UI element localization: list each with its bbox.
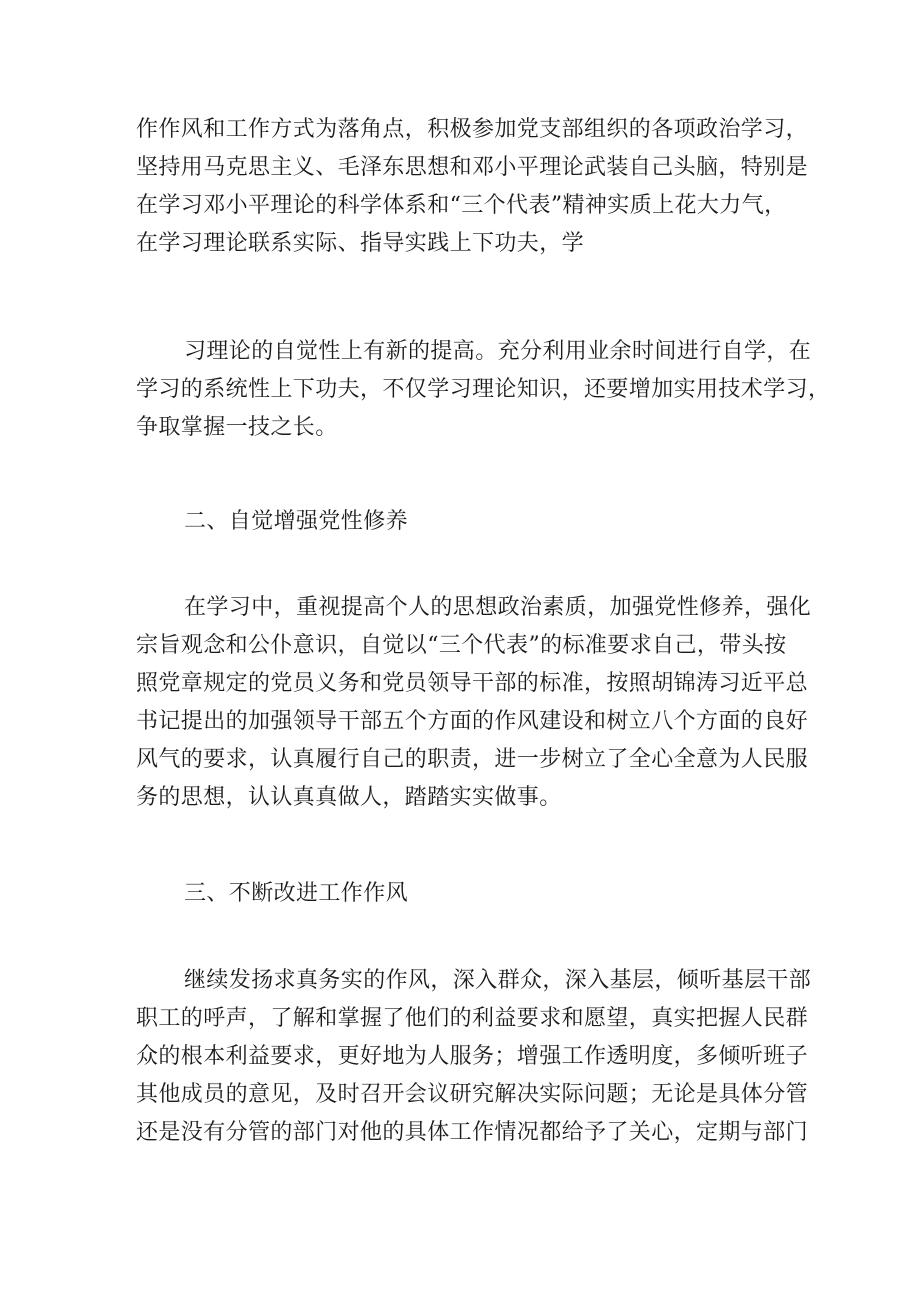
text-line: 职工的呼声，了解和掌握了他们的利益要求和愿望，真实把握人民群 (136, 1006, 809, 1031)
section-heading: 二、自觉增强党性修养 (184, 509, 409, 534)
text-line: 坚持用马克思主义、毛泽东思想和邓小平理论武装自己头脑，特别是 (136, 155, 809, 180)
text-line: 作作风和工作方式为落角点，积极参加党支部组织的各项政治学习， (136, 117, 809, 142)
section-heading: 三、不断改进工作作风 (184, 881, 409, 906)
text-line: 风气的要求，认真履行自己的职责，进一步树立了全心全意为人民服 (136, 747, 809, 772)
text-line: 宗旨观念和公仆意识，自觉以“三个代表”的标准要求自己，带头按 (136, 633, 787, 658)
text-line: 务的思想，认认真真做人，踏踏实实做事。 (136, 785, 562, 810)
text-line: 在学习中，重视提高个人的思想政治素质，加强党性修养，强化 (184, 595, 812, 620)
section-heading-work-style (136, 875, 806, 913)
text-line: 在学习理论联系实际、指导实践上下功夫，学 (136, 231, 585, 256)
text-line: 还是没有分管的部门对他的具体工作情况都给予了关心，定期与部门 (136, 1120, 809, 1145)
section-heading-party-cultivation (136, 503, 806, 541)
text-line: 学习的系统性上下功夫，不仅学习理论知识，还要增加实用技术学习， (136, 377, 831, 402)
paragraph-study-theory (136, 111, 809, 263)
text-line: 在学习邓小平理论的科学体系和“三个代表”精神实质上花大力气， (136, 193, 787, 218)
paragraph-work-style (136, 962, 812, 1152)
text-line: 众的根本利益要求，更好地为人服务；增强工作透明度，多倾听班子 (136, 1044, 809, 1069)
text-line: 其他成员的意见，及时召开会议研究解决实际问题；无论是具体分管 (136, 1082, 809, 1107)
text-line: 继续发扬求真务实的作风，深入群众，深入基层，倾听基层干部 (184, 968, 812, 993)
paragraph-self-study (136, 333, 831, 447)
text-line: 习理论的自觉性上有新的提高。充分利用业余时间进行自学，在 (184, 339, 812, 364)
paragraph-party-cultivation (136, 589, 812, 817)
text-line: 争取掌握一技之长。 (136, 415, 338, 440)
text-line: 照党章规定的党员义务和党员领导干部的标准，按照胡锦涛习近平总 (136, 671, 809, 696)
text-line: 书记提出的加强领导干部五个方面的作风建设和树立八个方面的良好 (136, 709, 809, 734)
